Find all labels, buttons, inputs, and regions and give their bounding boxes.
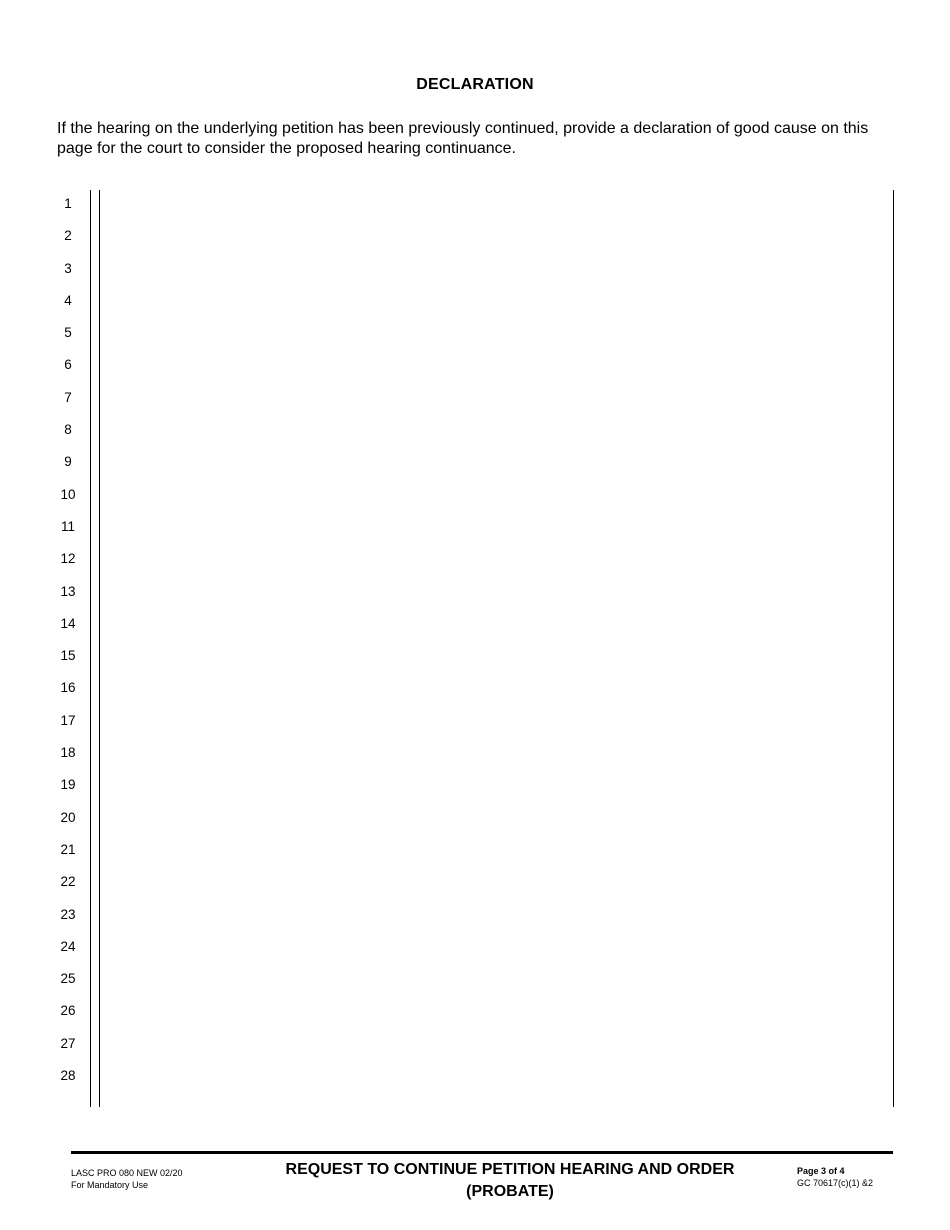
code-citation: GC 70617(c)(1) &2 [797,1178,874,1188]
declaration-text-area[interactable] [101,190,892,1107]
line-number: 11 [60,518,75,534]
line-number: 19 [60,777,76,793]
footer-rule [71,1151,893,1154]
form-title-line-1: REQUEST TO CONTINUE PETITION HEARING AND ORDER [285,1161,735,1178]
line-number: 23 [60,906,76,922]
line-number: 24 [60,938,76,954]
page-number: Page 3 of 4 [797,1166,845,1176]
line-number: 27 [60,1035,76,1051]
line-number: 21 [60,841,76,857]
line-number: 26 [60,1003,76,1019]
line-number: 2 [64,228,72,244]
line-number: 10 [60,486,76,502]
line-number: 25 [60,971,76,987]
line-number: 3 [64,260,72,276]
line-number: 6 [64,357,72,373]
line-number: 22 [60,874,76,890]
right-margin-rule [893,190,894,1107]
line-number-column [50,188,86,1092]
line-number: 18 [60,745,76,761]
line-number: 8 [64,422,72,438]
form-title-line-2: (PROBATE) [466,1183,554,1200]
line-number: 15 [60,648,76,664]
line-number: 7 [64,389,72,405]
line-number: 1 [64,196,72,211]
line-number: 12 [60,551,76,567]
footer-page-info [797,1165,873,1189]
line-number: 5 [64,325,72,341]
footer-form-info [71,1167,183,1191]
instructions-text: If the hearing on the underlying petition has been previously continued, provide a declaration of good cause on this page for the court to consider the proposed hearing continuance. [57,120,869,157]
mandatory-use-note: For Mandatory Use [71,1180,149,1190]
line-number: 4 [64,292,72,308]
page-title: DECLARATION [416,76,534,93]
line-number: 9 [64,454,72,470]
line-number: 28 [60,1068,76,1084]
line-number: 16 [60,680,76,696]
line-number: 17 [60,712,76,728]
footer-form-title [250,1159,770,1203]
left-margin-rule-outer [90,190,91,1107]
line-number: 13 [60,583,76,599]
line-number: 20 [60,809,76,825]
left-margin-rule-inner [99,190,100,1107]
line-number: 14 [60,615,76,631]
form-id: LASC PRO 080 NEW 02/20 [71,1168,183,1178]
